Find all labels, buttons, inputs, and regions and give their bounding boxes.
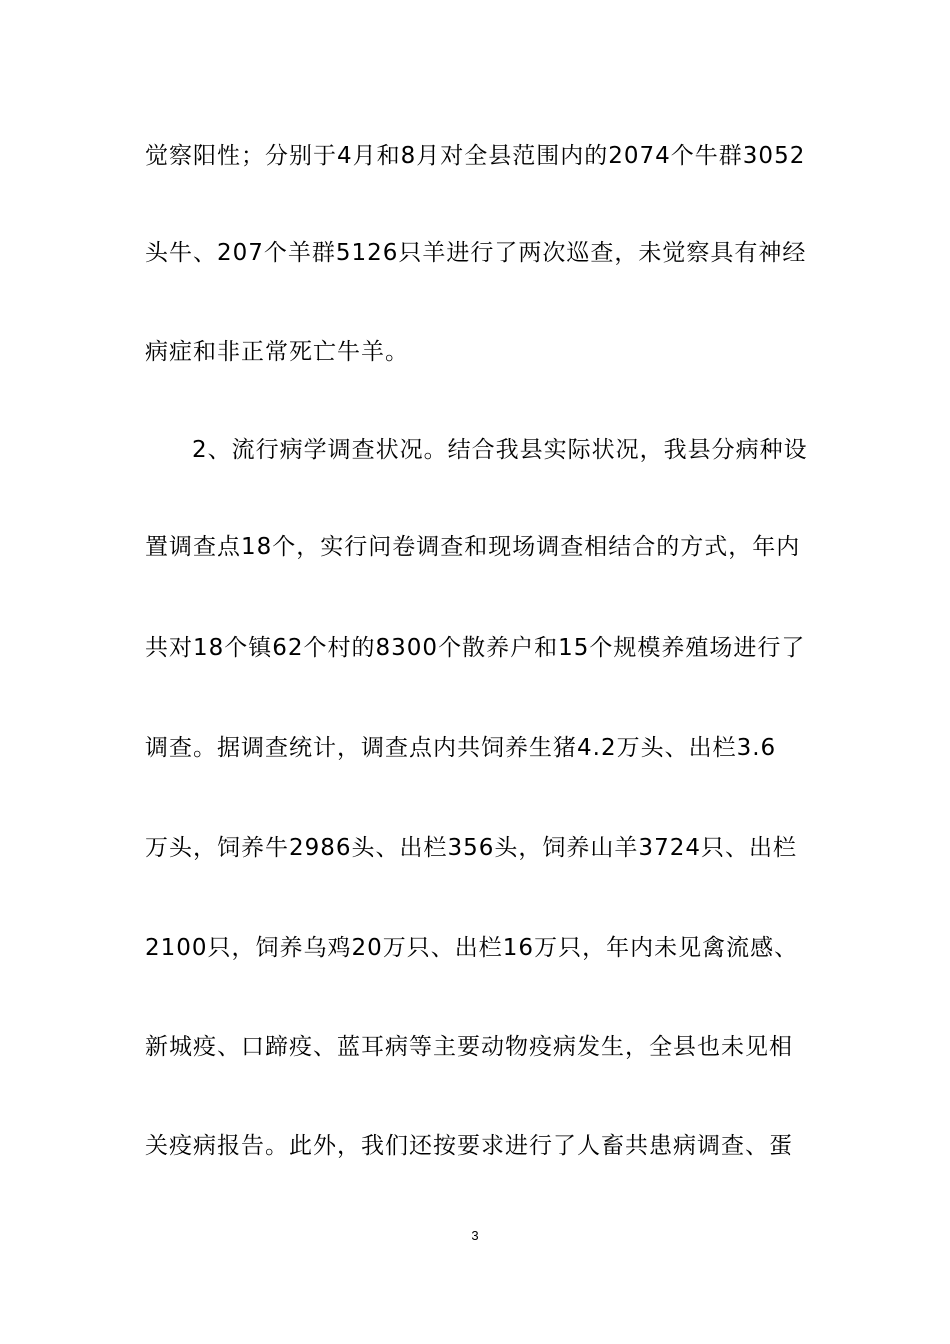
text-line: 觉察阳性；分别于4月和8月对全县范围内的2074个牛群3052 [145, 143, 806, 169]
text-line: 2100只，饲养乌鸡20万只、出栏16万只，年内未见禽流感、 [145, 935, 799, 961]
text-line: 共对18个镇62个村的8300个散养户和15个规模养殖场进行了 [145, 635, 806, 661]
text-line: 新城疫、口蹄疫、蓝耳病等主要动物疫病发生，全县也未见相 [145, 1034, 793, 1060]
text-line: 头牛、207个羊群5126只羊进行了两次巡查，未觉察具有神经 [145, 240, 807, 266]
text-line: 万头，饲养牛2986头、出栏356头，饲养山羊3724只、出栏 [145, 835, 797, 861]
text-line: 调查。据调查统计，调查点内共饲养生猪4.2万头、出栏3.6 [145, 735, 777, 761]
paragraph-first-line: 2、流行病学调查状况。结合我县实际状况，我县分病种设 [192, 437, 808, 463]
page-number: 3 [471, 1228, 479, 1243]
text-line: 病症和非正常死亡牛羊。 [145, 339, 409, 365]
text-line: 关疫病报告。此外，我们还按要求进行了人畜共患病调查、蛋 [145, 1133, 793, 1159]
text-line: 置调查点18个，实行问卷调查和现场调查相结合的方式，年内 [145, 534, 801, 560]
